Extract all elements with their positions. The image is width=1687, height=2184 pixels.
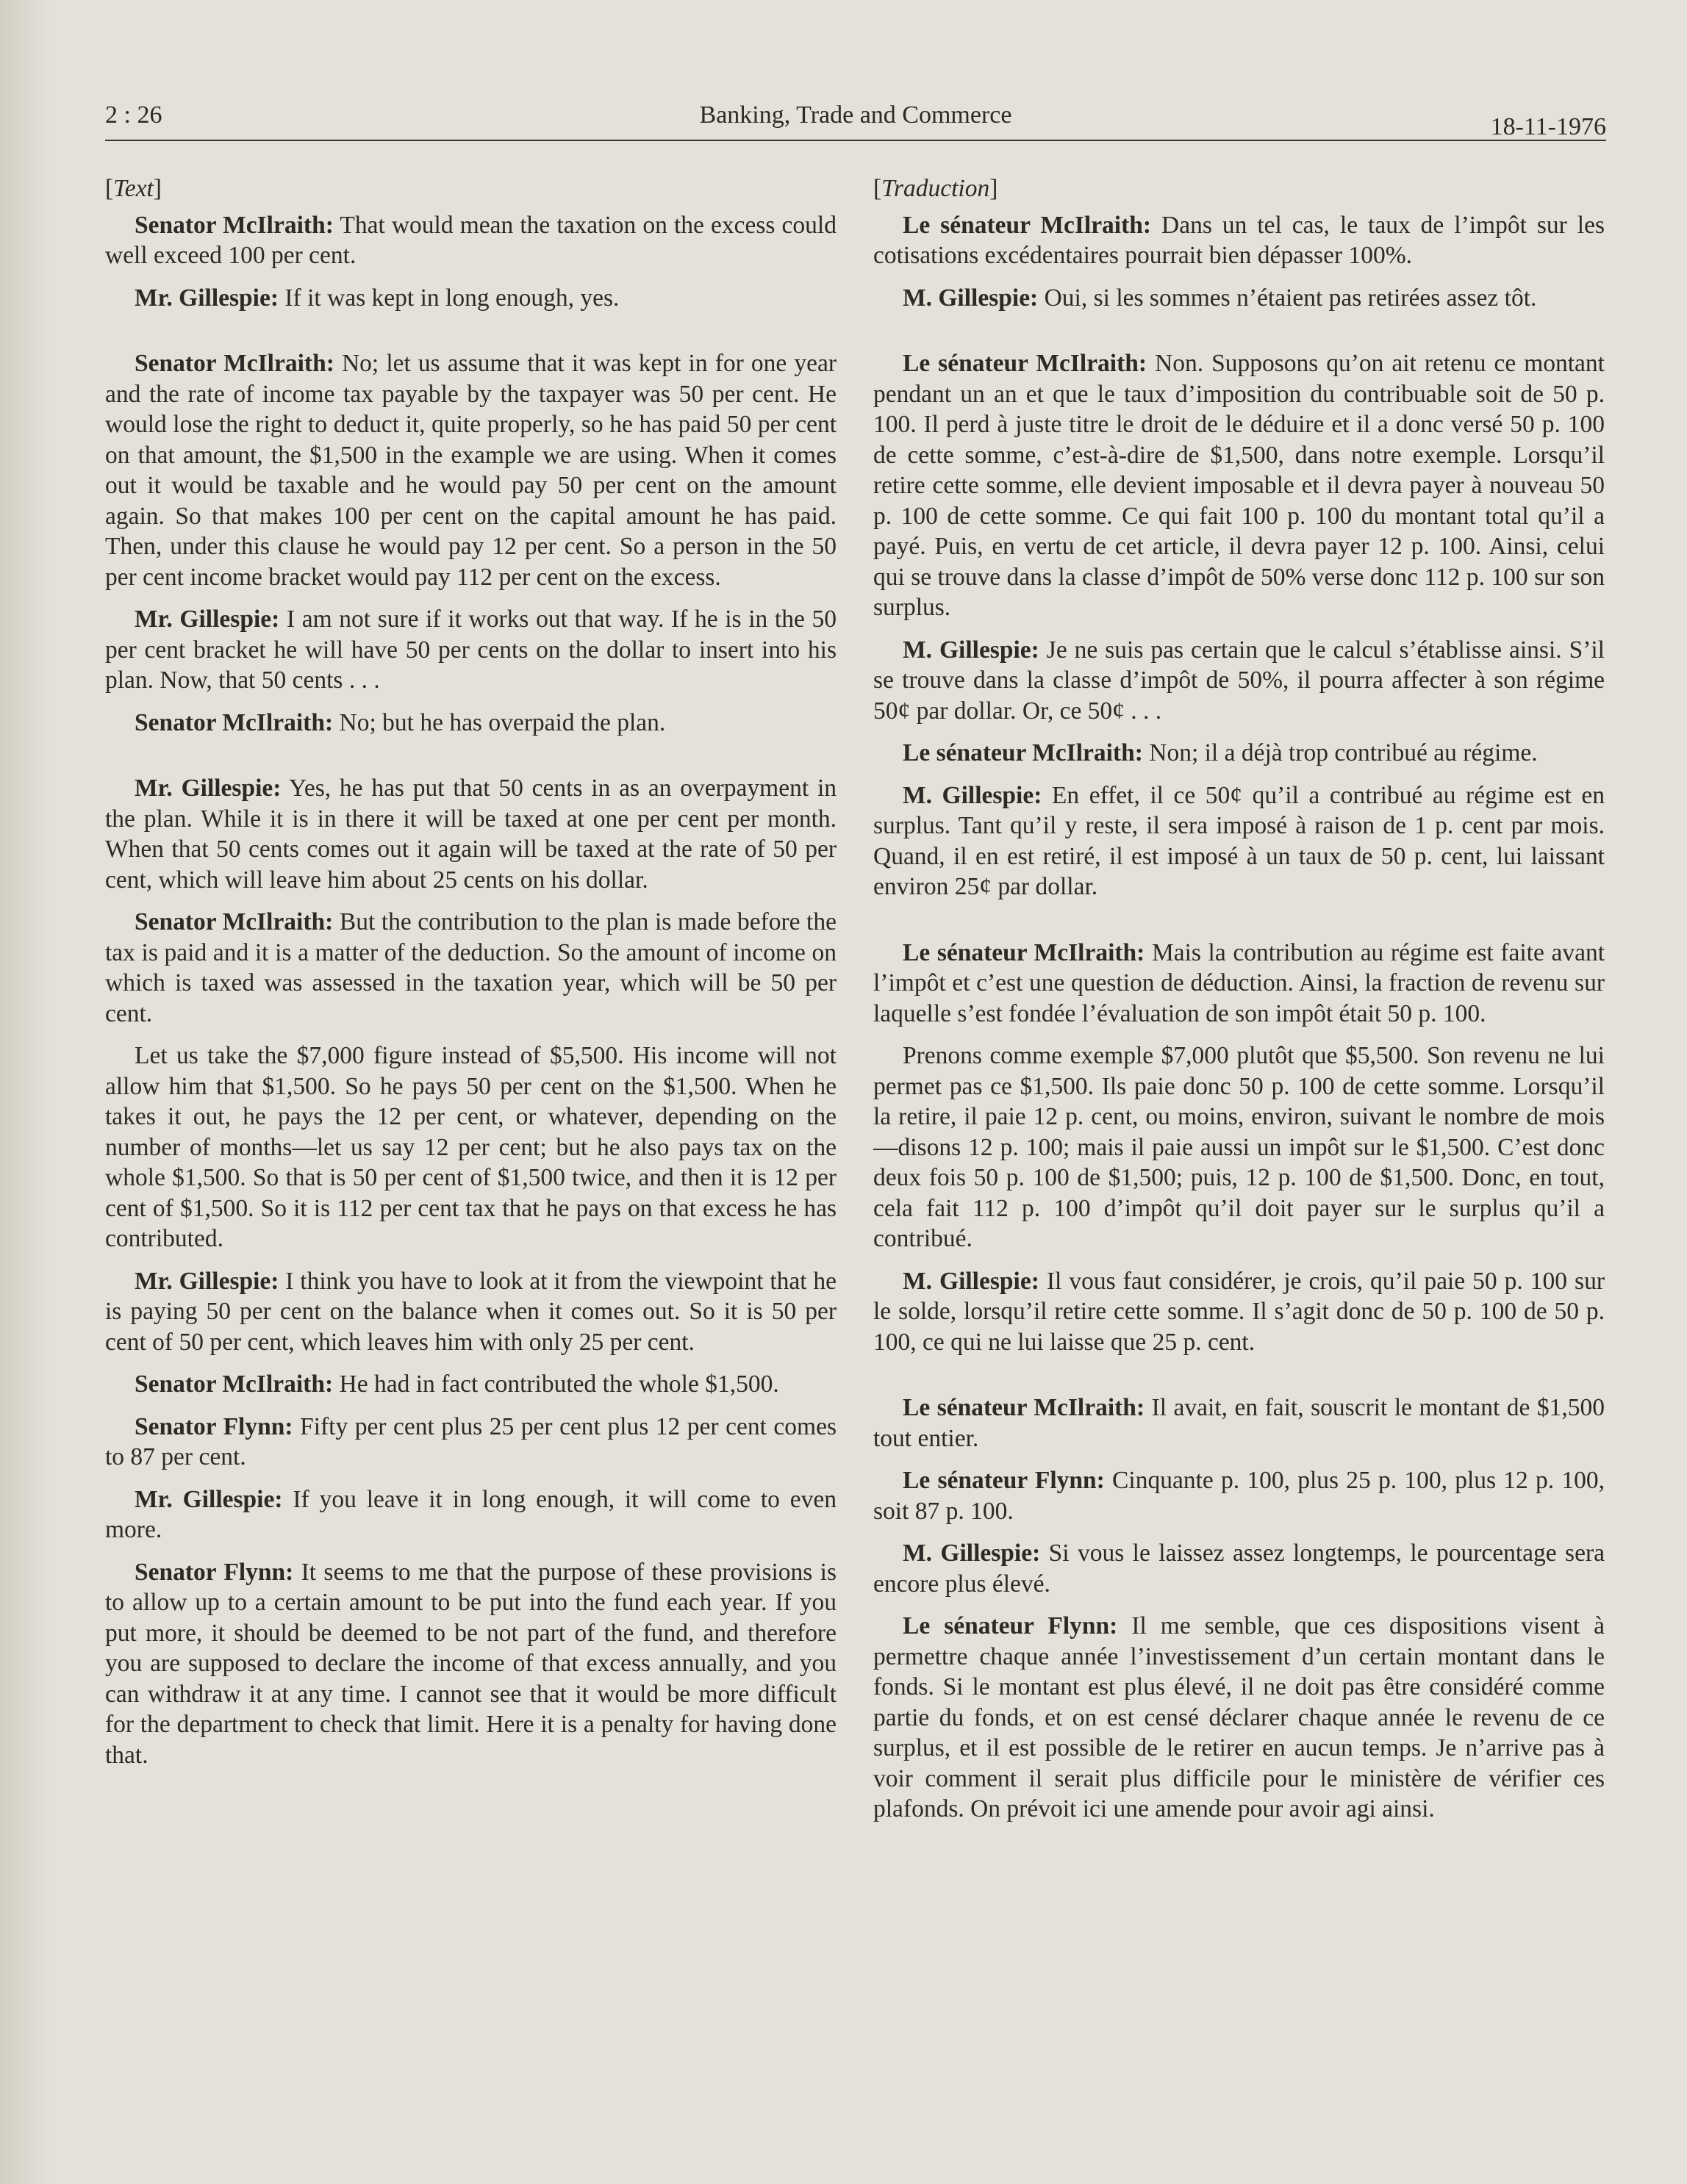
speech-text: Cinquante p. 100, plus 25 p. 100, plus 12 p. 100, soit 87 p. 100. xyxy=(873,1467,1605,1525)
speech-text: Si vous le laissez assez longtemps, le pourcentage sera encore plus élevé. xyxy=(873,1540,1605,1598)
page-edge-shadow xyxy=(0,0,51,2184)
speech-text: No; but he has overpaid the plan. xyxy=(333,708,666,736)
speaker-name: Le sénateur Flynn: xyxy=(903,1467,1105,1494)
speaker-name: Le sénateur Flynn: xyxy=(903,1612,1118,1639)
speaker-name: Senator Flynn: xyxy=(135,1412,293,1440)
paragraph xyxy=(105,210,837,271)
paragraph xyxy=(873,348,1605,623)
speaker-name: Mr. Gillespie: xyxy=(135,606,280,633)
speech-text: Il me semble, que ces dispositions visent à permettre chaque année l’investissement d’un certain montant dans le fonds. Si le montant est plus élevé, il ne doit pas être considéré comme partie du fonds, et on est censé déclarer chaque année le revenu de ce surplus, et il est possible de le retirer en aucun temps. Je n’arrive pas à voir comment il serait plus difficile pour le ministère de vérifier ces plafonds. On prévoit ici une amende pour avoir agi ainsi. xyxy=(873,1612,1605,1822)
header-rule xyxy=(105,140,1606,141)
speech-text: But the contribution to the plan is made before the tax is paid and it is a matter of the deduction. So the amount of income on which is taxed was assessed in the taxation year, which will be 50 per cent. xyxy=(105,908,837,1027)
paragraph xyxy=(873,1538,1605,1599)
speech-text: It seems to me that the purpose of these provisions is to allow up to a certain amount to be put into the fund each year. If you put more, it should be deemed to be not part of the fund, and therefore you are supposed to declare the income of that excess annually, and you can withdraw it at any time. I cannot see that it would be more difficult for the department to check that limit. Here it is a penalty for having done that. xyxy=(105,1558,837,1769)
speech-text: I think you have to look at it from the viewpoint that he is paying 50 per cent on the balance when it comes out. So it is 50 per cent of 50 per cent, which leaves him with only 25 per cent. xyxy=(105,1267,837,1356)
paragraph xyxy=(105,708,837,739)
paragraph xyxy=(873,635,1605,727)
speech-text: Il avait, en fait, souscrit le montant de $1,500 tout entier. xyxy=(873,1394,1605,1452)
speaker-name: Senator McIlraith: xyxy=(135,211,334,239)
speech-text: If you leave it in long enough, it will come to even more. xyxy=(105,1485,837,1543)
french-column xyxy=(873,173,1605,1825)
paragraph xyxy=(873,1393,1605,1454)
speech-text: Oui, si les sommes n’étaient pas retirées assez tôt. xyxy=(1038,284,1537,312)
speaker-name: Le sénateur McIlraith: xyxy=(903,1394,1145,1421)
paragraph xyxy=(105,773,837,895)
paragraph xyxy=(873,210,1605,271)
speech-text: Non; il a déjà trop contribué au régime. xyxy=(1142,739,1538,766)
speaker-name: Senator McIlraith: xyxy=(135,1371,334,1398)
paragraph xyxy=(873,738,1605,769)
speaker-name: M. Gillespie: xyxy=(903,1540,1041,1567)
speaker-name: Le sénateur McIlraith: xyxy=(903,739,1143,766)
speech-text: He had in fact contributed the whole $1,500. xyxy=(333,1371,779,1398)
column-tag: [Text] xyxy=(105,175,162,202)
paragraph xyxy=(105,907,837,1029)
paragraph xyxy=(873,1465,1605,1526)
paragraph xyxy=(105,604,837,696)
speech-text: Je ne suis pas certain que le calcul s’établisse ainsi. S’il se trouve dans la classe d’impôt de 50%, il pourra affecter à son régime 50¢ par dollar. Or, ce 50¢ . . . xyxy=(873,636,1605,725)
speech-text: I am not sure if it works out that way. If he is in the 50 per cent bracket he will have 50 per cents on the dollar to insert into his plan. Now, that 50 cents . . . xyxy=(105,606,837,694)
paragraph xyxy=(105,283,837,314)
speech-text: If it was kept in long enough, yes. xyxy=(279,284,620,312)
speaker-name: Mr. Gillespie: xyxy=(135,1485,283,1513)
speech-text: Il vous faut considérer, je crois, qu’il paie 50 p. 100 sur le solde, lorsqu’il retire cette somme. Il s’agit donc de 50 p. 100 de 50 p. 100, ce qui ne lui laisse que 25 p. cent. xyxy=(873,1267,1605,1356)
speaker-name: Mr. Gillespie: xyxy=(135,284,279,312)
speaker-name: Le sénateur McIlraith: xyxy=(903,350,1147,377)
speaker-name: Senator McIlraith: xyxy=(135,350,334,377)
paragraph xyxy=(873,1611,1605,1825)
paragraph xyxy=(105,1041,837,1254)
paragraph xyxy=(105,1266,837,1358)
paragraph xyxy=(105,1557,837,1771)
speech-text: Let us take the $7,000 figure instead of $5,500. His income will not allow him that $1,500. So he pays 50 per cent on the $1,500. When he takes it out, he pays the 12 per cent, or whatever, depending on the number of months—let us say 12 per cent; but he also pays tax on the whole $1,500. So that is 50 per cent of $1,500 twice, and then it is 12 per cent of $1,500. So it is 112 per cent tax that he pays on that excess he has contributed. xyxy=(105,1042,837,1252)
page-header xyxy=(105,101,1606,138)
paragraph xyxy=(105,1484,837,1545)
speaker-name: M. Gillespie: xyxy=(903,1267,1039,1295)
speech-text: Dans un tel cas, le taux de l’impôt sur les cotisations excédentaires pourrait bien dépasser 100%. xyxy=(873,211,1605,269)
speaker-name: M. Gillespie: xyxy=(903,781,1042,809)
speaker-name: M. Gillespie: xyxy=(903,636,1039,664)
speaker-name: Senator McIlraith: xyxy=(135,708,334,736)
speaker-name: Senator Flynn: xyxy=(135,1558,294,1586)
speaker-name: Le sénateur McIlraith: xyxy=(903,211,1152,239)
committee-title: Banking, Trade and Commerce xyxy=(699,101,1012,129)
page-number: 2 : 26 xyxy=(105,101,162,129)
session-date: 18-11-1976 xyxy=(1490,113,1606,140)
paragraph xyxy=(873,1266,1605,1358)
speaker-name: Mr. Gillespie: xyxy=(135,775,282,802)
speech-text: Mais la contribution au régime est faite avant l’impôt et c’est une question de déduction. Ainsi, la fraction de revenu sur laquelle s’est fondée l’évaluation de son impôt était 50 p. 100. xyxy=(873,938,1605,1027)
paragraph xyxy=(105,1369,837,1400)
speech-text: Prenons comme exemple $7,000 plutôt que $5,500. Son revenu ne lui permet pas ce $1,500. Ils paie donc 50 p. 100 de cette somme. Lorsqu’il la retire, il paie 12 p. cent, ou moins, environ, suivant le nombre de mois—disons 12 p. 100; mais il paie aussi un impôt sur le $1,500. C’est donc deux fois 50 p. 100 de $1,500; puis, 12 p. 100 de $1,500. Donc, en tout, cela fait 112 p. 100 d’impôt qu’il doit payer sur le surplus qu’il a contribué. xyxy=(873,1042,1605,1252)
speaker-name: M. Gillespie: xyxy=(903,284,1039,312)
english-column xyxy=(105,173,837,1770)
paragraph xyxy=(873,938,1605,1030)
speaker-name: Mr. Gillespie: xyxy=(135,1267,279,1295)
column-tag: [Traduction] xyxy=(873,175,998,202)
paragraph xyxy=(873,780,1605,902)
speech-text: Fifty per cent plus 25 per cent plus 12 per cent comes to 87 per cent. xyxy=(105,1412,837,1470)
speaker-name: Senator McIlraith: xyxy=(135,908,334,935)
speech-text: No; let us assume that it was kept in for one year and the rate of income tax payable by the taxpayer was 50 per cent. He would lose the right to deduct it, quite properly, so he has paid 50 per cent on that amount, the $1,500 in the example we are using. When it comes out it would be taxable and he would pay 50 per cent on the amount again. So that makes 100 per cent on the capital amount he has paid. Then, under this clause he would pay 12 per cent. So a person in the 50 per cent income bracket would pay 112 per cent on the excess. xyxy=(105,350,837,591)
paragraph xyxy=(105,1412,837,1473)
speech-text: En effet, il ce 50¢ qu’il a contribué au régime est en surplus. Tant qu’il y reste, il sera imposé à raison de 1 p. cent par mois. Quand, il en est retiré, il est imposé à un taux de 50 p. cent, lui laissant environ 25¢ par dollar. xyxy=(873,781,1605,900)
paragraph xyxy=(873,283,1605,314)
paragraph xyxy=(873,1041,1605,1254)
speaker-name: Le sénateur McIlraith: xyxy=(903,938,1145,966)
speech-text: Non. Supposons qu’on ait retenu ce montant pendant un an et que le taux d’imposition du contribuable soit de 50 p. 100. Il perd à juste titre le droit de le déduire et il a donc versé 50 p. 100 de cette somme, c’est-à-dire de $1,500, dans notre exemple. Lorsqu’il retire cette somme, elle devient imposable et il devra payer à nouveau 50 p. 100 de cette somme. Ce qui fait 100 p. 100 du montant total qu’il a payé. Puis, en vertu de cet article, il devra payer 12 p. 100. Ainsi, celui qui se trouve dans la classe d’impôt de 50% verse donc 112 p. 100 sur son surplus. xyxy=(873,350,1605,621)
speech-text: That would mean the taxation on the excess could well exceed 100 per cent. xyxy=(105,211,837,269)
paragraph xyxy=(105,348,837,592)
speech-text: Yes, he has put that 50 cents in as an overpayment in the plan. While it is in there it will be taxed at one per cent per month. When that 50 cents comes out it again will be taxed at the rate of 50 per cent, which will leave him about 25 cents on his dollar. xyxy=(105,775,837,894)
